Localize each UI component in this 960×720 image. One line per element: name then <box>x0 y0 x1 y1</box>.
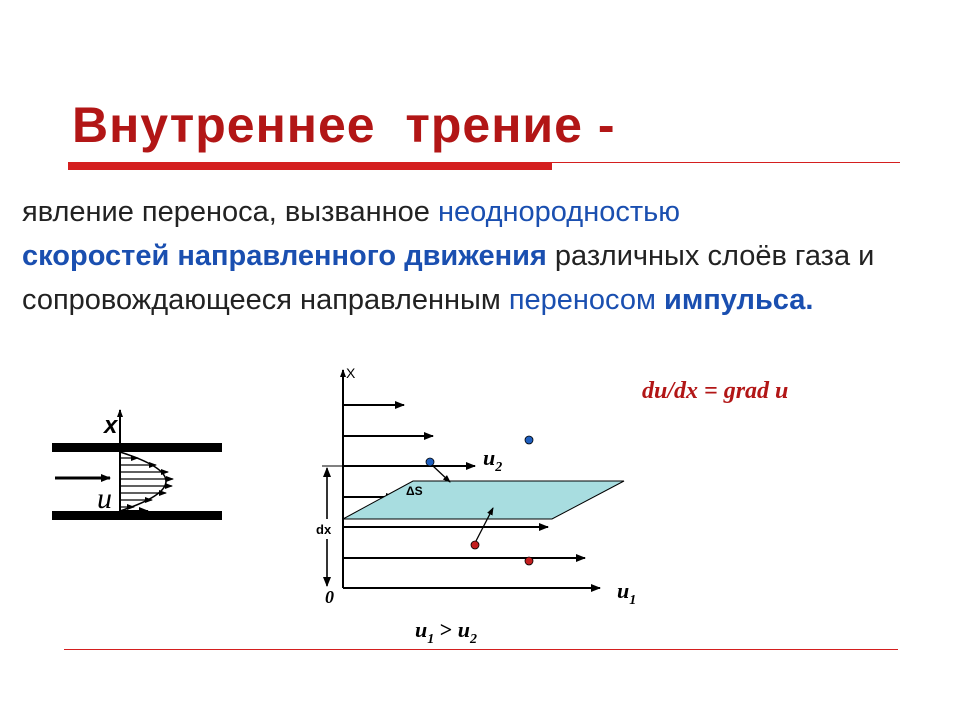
u1-label-sub: 1 <box>629 593 637 608</box>
definition-highlight-momentum: импульса. <box>664 284 814 316</box>
velocity-inequality <box>415 617 477 647</box>
molecule-red-crossing <box>471 541 479 549</box>
molecule-blue-top <box>525 436 533 444</box>
pipe-flow-diagram <box>52 410 222 520</box>
parabolic-profile-curve <box>120 452 166 511</box>
slide-title: Внутреннее трение - <box>72 97 616 153</box>
definition-part2: различных слоёв газа и сопровождающееся направленным <box>22 240 875 316</box>
u1-label-base: u <box>617 578 630 603</box>
pipe-wall-top <box>52 443 222 452</box>
gradient-formula: du/dx = grad u <box>642 378 789 404</box>
layers-diagram <box>313 365 636 647</box>
u2-label <box>483 445 502 475</box>
dx-label: dx <box>316 522 332 537</box>
u1-label <box>617 578 636 608</box>
molecule-blue-crossing <box>426 458 434 466</box>
u2-label-sub: 2 <box>495 460 503 475</box>
definition-highlight-velocities: скоростей направленного движения <box>22 240 547 272</box>
area-plane <box>343 481 624 519</box>
definition-part1: явление переноса, вызванное <box>22 196 438 228</box>
pipe-axis-label: x <box>104 412 118 439</box>
pipe-velocity-label: u <box>97 482 112 515</box>
inequality-right-base: u <box>457 617 471 642</box>
inequality-left-base: u <box>415 617 428 642</box>
definition-highlight-transfer: переносом <box>508 284 656 316</box>
origin-label: 0 <box>325 587 334 607</box>
inequality-operator: > <box>434 617 458 642</box>
layers-axis-label: X <box>346 365 356 381</box>
area-label: ΔS <box>406 484 423 498</box>
profile-arrows <box>120 458 173 507</box>
molecule-red-bottom <box>525 557 533 565</box>
pipe-wall-bottom <box>52 511 222 520</box>
u2-label-base: u <box>483 445 496 470</box>
inequality-right-sub: 2 <box>470 632 478 647</box>
bottom-divider <box>64 649 898 650</box>
definition-highlight-inhomogeneity: неоднородностью <box>437 196 680 228</box>
molecule-path-down <box>433 466 450 482</box>
inequality-left-sub: 1 <box>427 632 435 647</box>
